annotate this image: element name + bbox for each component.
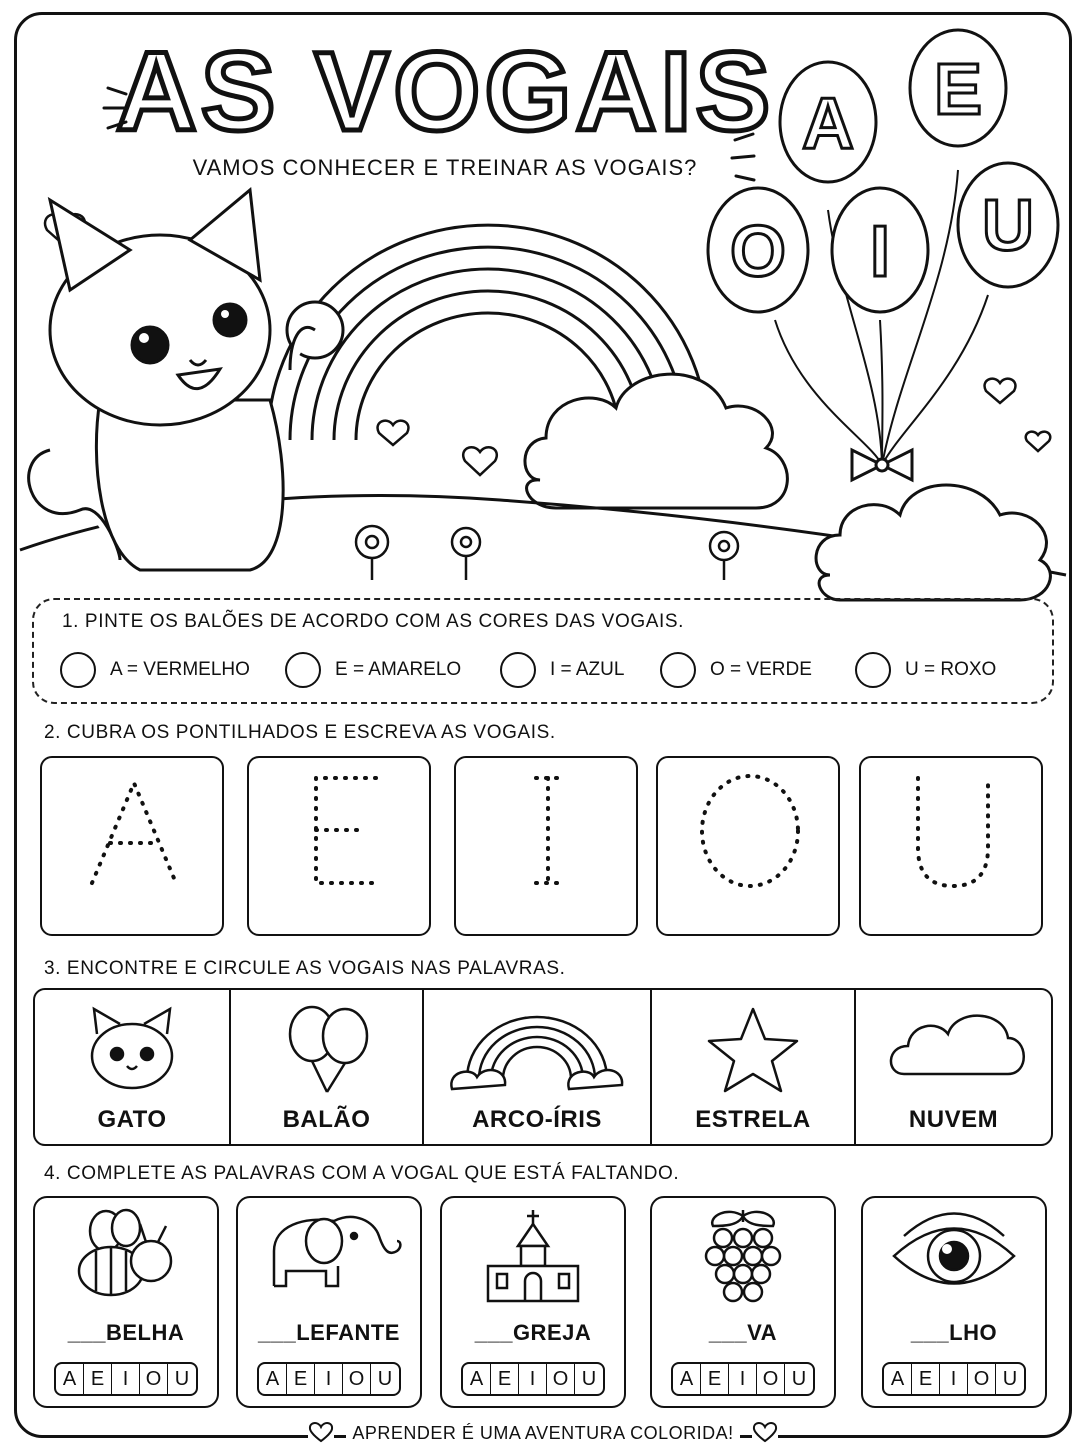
flower-icon bbox=[356, 526, 388, 580]
vowel-choices bbox=[882, 1362, 1026, 1396]
choice-a[interactable]: A bbox=[884, 1364, 912, 1394]
choice-e[interactable]: E bbox=[491, 1364, 519, 1394]
exercise1-instruction: 1. PINTE OS BALÕES DE ACORDO COM AS CORES DAS VOGAIS. bbox=[62, 611, 685, 632]
star-icon bbox=[693, 1004, 813, 1094]
choice-i[interactable]: I bbox=[112, 1364, 140, 1394]
cloud-icon bbox=[525, 374, 787, 508]
choice-a[interactable]: A bbox=[56, 1364, 84, 1394]
color-circle[interactable] bbox=[285, 652, 321, 688]
legend-label: O = VERDE bbox=[710, 659, 812, 680]
trace-box-e[interactable] bbox=[247, 756, 431, 936]
color-circle[interactable] bbox=[660, 652, 696, 688]
choice-u[interactable]: U bbox=[174, 1367, 190, 1390]
fill-word: ___VA bbox=[708, 1320, 778, 1345]
page-subtitle: VAMOS CONHECER E TREINAR AS VOGAIS? bbox=[192, 155, 698, 180]
color-circle[interactable] bbox=[60, 652, 96, 688]
exercise2-instruction: 2. CUBRA OS PONTILHADOS E ESCREVA AS VOGAIS. bbox=[44, 722, 556, 743]
choice-o[interactable]: O bbox=[757, 1364, 785, 1394]
cloud-icon bbox=[816, 485, 1050, 600]
page-title bbox=[115, 29, 775, 154]
legend-item-a bbox=[60, 650, 250, 690]
choice-o[interactable]: O bbox=[140, 1364, 168, 1394]
balloon-letter: E bbox=[933, 50, 983, 130]
trace-box-o[interactable] bbox=[656, 756, 840, 936]
vowel-choices bbox=[671, 1362, 815, 1396]
word-label[interactable]: GATO bbox=[97, 1106, 167, 1133]
choice-i[interactable]: I bbox=[315, 1364, 343, 1394]
heart-icon bbox=[985, 379, 1016, 403]
legend-item-o bbox=[660, 650, 812, 690]
word-cell-balao bbox=[231, 990, 424, 1144]
choice-o[interactable]: O bbox=[547, 1364, 575, 1394]
vowel-choices bbox=[461, 1362, 605, 1396]
fill-card-uva bbox=[650, 1196, 836, 1408]
choice-u[interactable]: U bbox=[377, 1367, 393, 1390]
bee-icon bbox=[66, 1206, 186, 1306]
trace-box-u[interactable] bbox=[859, 756, 1043, 936]
trace-box-i[interactable] bbox=[454, 756, 638, 936]
legend-item-e bbox=[285, 650, 461, 690]
balloons-icon bbox=[267, 1004, 387, 1094]
fill-card-elefante bbox=[236, 1196, 422, 1408]
heart-icon bbox=[463, 447, 497, 475]
fill-word: ___LEFANTE bbox=[258, 1320, 400, 1345]
choice-a[interactable]: A bbox=[673, 1364, 701, 1394]
fill-word: ___LHO bbox=[910, 1320, 998, 1345]
word-label[interactable]: BALÃO bbox=[282, 1106, 371, 1133]
rainbow-icon bbox=[447, 1004, 627, 1094]
choice-e[interactable]: E bbox=[912, 1364, 940, 1394]
vowel-choices bbox=[54, 1362, 198, 1396]
word-cell-estrela bbox=[652, 990, 856, 1144]
fill-card-olho bbox=[861, 1196, 1047, 1408]
exercise4-instruction: 4. COMPLETE AS PALAVRAS COM A VOGAL QUE ESTÁ FALTANDO. bbox=[44, 1163, 680, 1184]
words-strip bbox=[33, 988, 1053, 1146]
heart-icon bbox=[752, 1422, 778, 1444]
choice-i[interactable]: I bbox=[729, 1364, 757, 1394]
balloon-letter: O bbox=[729, 212, 787, 292]
footer-text: APRENDER É UMA AVENTURA COLORIDA! bbox=[346, 1423, 739, 1444]
choice-o[interactable]: O bbox=[343, 1364, 371, 1394]
choice-u[interactable]: U bbox=[581, 1367, 597, 1390]
balloon-letter: U bbox=[982, 186, 1034, 266]
footer bbox=[0, 1418, 1086, 1448]
choice-i[interactable]: I bbox=[940, 1364, 968, 1394]
fill-word: ___BELHA bbox=[67, 1320, 185, 1345]
word-label[interactable]: ARCO-ÍRIS bbox=[472, 1106, 602, 1133]
legend-item-u bbox=[855, 650, 996, 690]
legend-label: U = ROXO bbox=[905, 659, 997, 680]
choice-a[interactable]: A bbox=[259, 1364, 287, 1394]
cat-face-icon bbox=[72, 1004, 192, 1094]
color-circle[interactable] bbox=[855, 652, 891, 688]
balloon-letter: I bbox=[869, 212, 891, 292]
vowel-choices bbox=[257, 1362, 401, 1396]
balloon-letter: A bbox=[802, 84, 854, 164]
flower-icon bbox=[710, 532, 738, 580]
flower-icon bbox=[452, 528, 480, 580]
heart-icon bbox=[308, 1422, 334, 1444]
choice-u[interactable]: U bbox=[791, 1367, 807, 1390]
legend-item-i bbox=[500, 650, 624, 690]
choice-u[interactable]: U bbox=[1002, 1367, 1018, 1390]
cat-illustration bbox=[29, 190, 343, 570]
heart-icon bbox=[378, 421, 409, 445]
word-cell-gato bbox=[35, 990, 231, 1144]
word-cell-nuvem bbox=[856, 990, 1051, 1144]
elephant-icon bbox=[254, 1206, 404, 1306]
color-legend bbox=[60, 650, 1040, 690]
fill-card-abelha bbox=[33, 1196, 219, 1408]
heart-icon bbox=[1026, 432, 1051, 451]
word-cell-arco-iris bbox=[424, 990, 652, 1144]
eye-icon bbox=[884, 1206, 1024, 1306]
word-label[interactable]: ESTRELA bbox=[695, 1106, 811, 1133]
choice-o[interactable]: O bbox=[968, 1364, 996, 1394]
legend-label: E = AMARELO bbox=[335, 659, 462, 680]
fill-word: ___GREJA bbox=[474, 1320, 592, 1345]
choice-e[interactable]: E bbox=[84, 1364, 112, 1394]
choice-e[interactable]: E bbox=[287, 1364, 315, 1394]
church-icon bbox=[473, 1206, 593, 1306]
exercise3-instruction: 3. ENCONTRE E CIRCULE AS VOGAIS NAS PALAVRAS. bbox=[44, 958, 566, 979]
word-label[interactable]: NUVEM bbox=[908, 1106, 999, 1133]
legend-label: A = VERMELHO bbox=[110, 659, 250, 680]
trace-box-a[interactable] bbox=[40, 756, 224, 936]
choice-i[interactable]: I bbox=[519, 1364, 547, 1394]
choice-a[interactable]: A bbox=[463, 1364, 491, 1394]
choice-e[interactable]: E bbox=[701, 1364, 729, 1394]
title-text: AS VOGAIS bbox=[115, 29, 775, 154]
fill-card-igreja bbox=[440, 1196, 626, 1408]
color-circle[interactable] bbox=[500, 652, 536, 688]
grapes-icon bbox=[683, 1206, 803, 1306]
cloud-icon bbox=[884, 1004, 1024, 1094]
legend-label: I = AZUL bbox=[550, 659, 625, 680]
